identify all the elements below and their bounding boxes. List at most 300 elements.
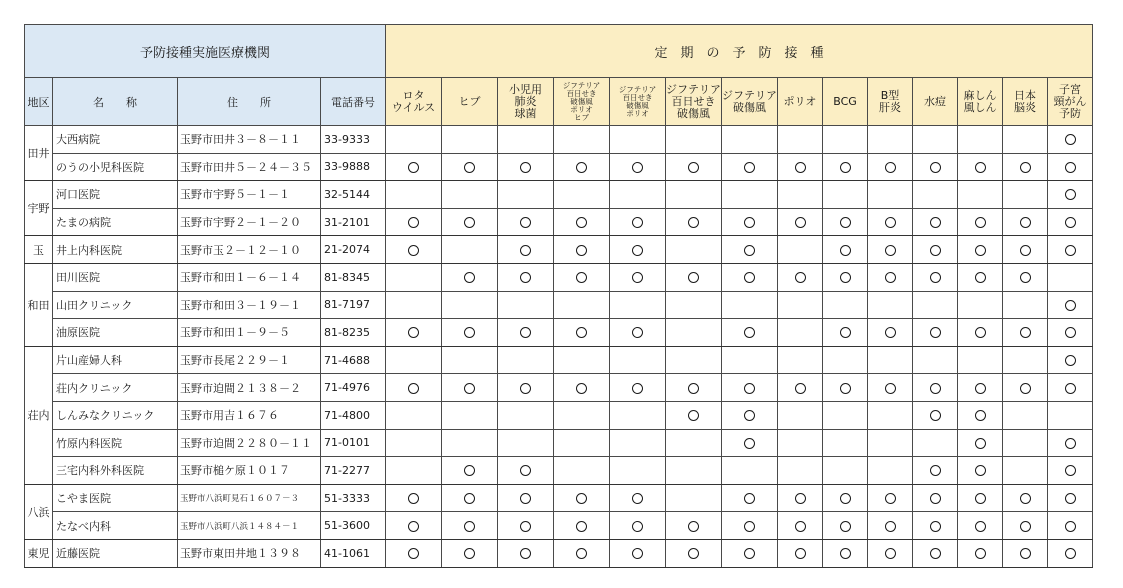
available-mark-icon bbox=[464, 383, 475, 394]
availability-cell bbox=[554, 374, 610, 402]
availability-cell bbox=[913, 236, 958, 264]
availability-cell bbox=[823, 126, 868, 154]
availability-cell bbox=[958, 484, 1003, 512]
table-row bbox=[25, 539, 1093, 567]
institution-address: 玉野市田井５－２４－３５ bbox=[178, 153, 321, 181]
available-mark-icon bbox=[408, 245, 419, 256]
availability-cell bbox=[442, 319, 498, 347]
availability-cell bbox=[554, 346, 610, 374]
available-mark-icon bbox=[408, 383, 419, 394]
availability-cell bbox=[778, 291, 823, 319]
availability-cell bbox=[498, 401, 554, 429]
availability-cell bbox=[778, 319, 823, 347]
available-mark-icon bbox=[930, 410, 941, 421]
available-mark-icon bbox=[1065, 438, 1076, 449]
available-mark-icon bbox=[632, 548, 643, 559]
vaccine-header-4: ジフテリア 百日せき 破傷風 ポリオ bbox=[610, 78, 666, 126]
availability-cell bbox=[722, 208, 778, 236]
table-row bbox=[25, 401, 1093, 429]
availability-cell bbox=[722, 181, 778, 209]
available-mark-icon bbox=[930, 383, 941, 394]
availability-cell bbox=[610, 484, 666, 512]
availability-cell bbox=[610, 374, 666, 402]
availability-cell bbox=[666, 512, 722, 540]
available-mark-icon bbox=[464, 272, 475, 283]
available-mark-icon bbox=[520, 493, 531, 504]
table-row bbox=[25, 126, 1093, 154]
institution-address: 玉野市長尾２２９－１ bbox=[178, 346, 321, 374]
availability-cell bbox=[386, 512, 442, 540]
availability-cell bbox=[958, 319, 1003, 347]
institution-tel: 71-0101 bbox=[321, 429, 386, 457]
availability-cell bbox=[498, 374, 554, 402]
institution-name: 三宅内科外科医院 bbox=[53, 457, 178, 485]
availability-cell bbox=[913, 126, 958, 154]
availability-cell bbox=[913, 181, 958, 209]
available-mark-icon bbox=[576, 217, 587, 228]
available-mark-icon bbox=[795, 272, 806, 283]
institution-name: 山田クリニック bbox=[53, 291, 178, 319]
available-mark-icon bbox=[930, 162, 941, 173]
institution-address: 玉野市迫間２１３８－２ bbox=[178, 374, 321, 402]
availability-cell bbox=[442, 153, 498, 181]
availability-cell bbox=[498, 512, 554, 540]
availability-cell bbox=[554, 291, 610, 319]
vaccine-header-6: ジフテリア 破傷風 bbox=[722, 78, 778, 126]
available-mark-icon bbox=[744, 162, 755, 173]
available-mark-icon bbox=[744, 548, 755, 559]
institution-name: 竹原内科医院 bbox=[53, 429, 178, 457]
availability-cell bbox=[823, 374, 868, 402]
availability-cell bbox=[868, 374, 913, 402]
availability-cell bbox=[913, 457, 958, 485]
available-mark-icon bbox=[1065, 465, 1076, 476]
area-cell: 玉 bbox=[25, 236, 53, 264]
availability-cell bbox=[666, 374, 722, 402]
availability-cell bbox=[1048, 153, 1093, 181]
table-row bbox=[25, 429, 1093, 457]
availability-cell bbox=[666, 484, 722, 512]
institution-address: 玉野市槌ケ原１０１７ bbox=[178, 457, 321, 485]
available-mark-icon bbox=[930, 493, 941, 504]
available-mark-icon bbox=[520, 548, 531, 559]
availability-cell bbox=[386, 539, 442, 567]
table-row bbox=[25, 319, 1093, 347]
availability-cell bbox=[442, 512, 498, 540]
availability-cell bbox=[1048, 346, 1093, 374]
available-mark-icon bbox=[885, 383, 896, 394]
available-mark-icon bbox=[688, 548, 699, 559]
availability-cell bbox=[442, 291, 498, 319]
availability-cell bbox=[913, 208, 958, 236]
available-mark-icon bbox=[930, 465, 941, 476]
availability-cell bbox=[1003, 208, 1048, 236]
institution-name: 片山産婦人科 bbox=[53, 346, 178, 374]
available-mark-icon bbox=[744, 327, 755, 338]
availability-cell bbox=[554, 236, 610, 264]
available-mark-icon bbox=[795, 217, 806, 228]
available-mark-icon bbox=[930, 217, 941, 228]
institution-address: 玉野市宇野２－１－２０ bbox=[178, 208, 321, 236]
availability-cell bbox=[442, 484, 498, 512]
available-mark-icon bbox=[520, 327, 531, 338]
availability-cell bbox=[498, 236, 554, 264]
availability-cell bbox=[868, 126, 913, 154]
area-cell: 東児 bbox=[25, 539, 53, 567]
availability-cell bbox=[386, 374, 442, 402]
availability-cell bbox=[666, 457, 722, 485]
availability-cell bbox=[442, 236, 498, 264]
available-mark-icon bbox=[930, 521, 941, 532]
availability-cell bbox=[610, 208, 666, 236]
column-address: 住 所 bbox=[178, 78, 321, 126]
availability-cell bbox=[868, 291, 913, 319]
available-mark-icon bbox=[520, 217, 531, 228]
available-mark-icon bbox=[744, 383, 755, 394]
availability-cell bbox=[1048, 429, 1093, 457]
table-row bbox=[25, 181, 1093, 209]
availability-cell bbox=[778, 181, 823, 209]
availability-cell bbox=[666, 208, 722, 236]
area-cell: 和田 bbox=[25, 263, 53, 346]
availability-cell bbox=[1048, 512, 1093, 540]
availability-cell bbox=[778, 153, 823, 181]
availability-cell bbox=[386, 153, 442, 181]
availability-cell bbox=[554, 539, 610, 567]
availability-cell bbox=[554, 484, 610, 512]
institution-name: 田川医院 bbox=[53, 263, 178, 291]
availability-cell bbox=[498, 153, 554, 181]
availability-cell bbox=[778, 208, 823, 236]
available-mark-icon bbox=[840, 217, 851, 228]
table-row bbox=[25, 263, 1093, 291]
institution-tel: 41-1061 bbox=[321, 539, 386, 567]
available-mark-icon bbox=[975, 327, 986, 338]
availability-cell bbox=[1003, 153, 1048, 181]
availability-cell bbox=[823, 429, 868, 457]
availability-cell bbox=[1003, 181, 1048, 209]
availability-cell bbox=[610, 539, 666, 567]
institution-name: のうの小児科医院 bbox=[53, 153, 178, 181]
available-mark-icon bbox=[795, 548, 806, 559]
vaccine-header-7: ポリオ bbox=[778, 78, 823, 126]
availability-cell bbox=[442, 457, 498, 485]
institution-tel: 71-4800 bbox=[321, 401, 386, 429]
availability-cell bbox=[386, 208, 442, 236]
vaccination-table-sheet bbox=[24, 24, 1093, 568]
institution-address: 玉野市和田１－６－１４ bbox=[178, 263, 321, 291]
availability-cell bbox=[778, 401, 823, 429]
available-mark-icon bbox=[1020, 493, 1031, 504]
availability-cell bbox=[868, 457, 913, 485]
availability-cell bbox=[610, 319, 666, 347]
availability-cell bbox=[442, 539, 498, 567]
available-mark-icon bbox=[840, 521, 851, 532]
availability-cell bbox=[722, 153, 778, 181]
availability-cell bbox=[610, 512, 666, 540]
available-mark-icon bbox=[1065, 162, 1076, 173]
availability-cell bbox=[722, 457, 778, 485]
institution-address: 玉野市八浜町見石１６０７－３ bbox=[178, 484, 321, 512]
available-mark-icon bbox=[975, 245, 986, 256]
available-mark-icon bbox=[840, 272, 851, 283]
availability-cell bbox=[1048, 208, 1093, 236]
available-mark-icon bbox=[1065, 217, 1076, 228]
column-tel: 電話番号 bbox=[321, 78, 386, 126]
availability-cell bbox=[554, 512, 610, 540]
availability-cell bbox=[823, 291, 868, 319]
available-mark-icon bbox=[840, 245, 851, 256]
availability-cell bbox=[868, 512, 913, 540]
availability-cell bbox=[913, 429, 958, 457]
availability-cell bbox=[1048, 319, 1093, 347]
availability-cell bbox=[442, 181, 498, 209]
available-mark-icon bbox=[576, 548, 587, 559]
available-mark-icon bbox=[1020, 383, 1031, 394]
available-mark-icon bbox=[1020, 162, 1031, 173]
availability-cell bbox=[666, 291, 722, 319]
availability-cell bbox=[913, 153, 958, 181]
institution-address: 玉野市和田３－１９－１ bbox=[178, 291, 321, 319]
availability-cell bbox=[554, 126, 610, 154]
availability-cell bbox=[823, 153, 868, 181]
vaccine-header-3: ジフテリア 百日せき 破傷風 ポリオ ヒブ bbox=[554, 78, 610, 126]
available-mark-icon bbox=[744, 245, 755, 256]
availability-cell bbox=[442, 346, 498, 374]
available-mark-icon bbox=[744, 521, 755, 532]
available-mark-icon bbox=[1020, 245, 1031, 256]
availability-cell bbox=[823, 539, 868, 567]
availability-cell bbox=[868, 181, 913, 209]
availability-cell bbox=[722, 319, 778, 347]
available-mark-icon bbox=[632, 327, 643, 338]
vaccine-header-10: 水痘 bbox=[913, 78, 958, 126]
available-mark-icon bbox=[885, 548, 896, 559]
availability-cell bbox=[498, 291, 554, 319]
institution-address: 玉野市田井３－８－１１ bbox=[178, 126, 321, 154]
available-mark-icon bbox=[744, 217, 755, 228]
availability-cell bbox=[868, 319, 913, 347]
available-mark-icon bbox=[840, 548, 851, 559]
available-mark-icon bbox=[1065, 383, 1076, 394]
available-mark-icon bbox=[885, 493, 896, 504]
table-row bbox=[25, 153, 1093, 181]
institution-tel: 33-9888 bbox=[321, 153, 386, 181]
availability-cell bbox=[823, 208, 868, 236]
availability-cell bbox=[1003, 263, 1048, 291]
availability-cell bbox=[1003, 539, 1048, 567]
availability-cell bbox=[442, 126, 498, 154]
available-mark-icon bbox=[975, 217, 986, 228]
available-mark-icon bbox=[464, 465, 475, 476]
availability-cell bbox=[554, 153, 610, 181]
available-mark-icon bbox=[930, 272, 941, 283]
availability-cell bbox=[823, 236, 868, 264]
availability-cell bbox=[666, 429, 722, 457]
table-row bbox=[25, 291, 1093, 319]
availability-cell bbox=[1048, 291, 1093, 319]
availability-cell bbox=[958, 236, 1003, 264]
availability-cell bbox=[722, 401, 778, 429]
availability-cell bbox=[386, 429, 442, 457]
available-mark-icon bbox=[975, 438, 986, 449]
institution-address: 玉野市玉２－１２－１０ bbox=[178, 236, 321, 264]
availability-cell bbox=[1048, 126, 1093, 154]
available-mark-icon bbox=[885, 162, 896, 173]
availability-cell bbox=[1048, 236, 1093, 264]
availability-cell bbox=[666, 236, 722, 264]
availability-cell bbox=[958, 429, 1003, 457]
available-mark-icon bbox=[1020, 548, 1031, 559]
area-cell: 荘内 bbox=[25, 346, 53, 484]
available-mark-icon bbox=[464, 521, 475, 532]
institution-address: 玉野市迫間２２８０－１１ bbox=[178, 429, 321, 457]
available-mark-icon bbox=[688, 217, 699, 228]
availability-cell bbox=[498, 181, 554, 209]
availability-cell bbox=[823, 512, 868, 540]
available-mark-icon bbox=[795, 493, 806, 504]
availability-cell bbox=[554, 181, 610, 209]
column-area: 地区 bbox=[25, 78, 53, 126]
available-mark-icon bbox=[632, 162, 643, 173]
institution-address: 玉野市宇野５－１－１ bbox=[178, 181, 321, 209]
available-mark-icon bbox=[632, 521, 643, 532]
available-mark-icon bbox=[576, 272, 587, 283]
availability-cell bbox=[778, 539, 823, 567]
availability-cell bbox=[913, 484, 958, 512]
availability-cell bbox=[386, 484, 442, 512]
availability-cell bbox=[610, 236, 666, 264]
availability-cell bbox=[823, 263, 868, 291]
available-mark-icon bbox=[975, 465, 986, 476]
available-mark-icon bbox=[464, 327, 475, 338]
availability-cell bbox=[442, 374, 498, 402]
vaccine-header-1: ヒブ bbox=[442, 78, 498, 126]
availability-cell bbox=[1003, 319, 1048, 347]
institution-tel: 33-9333 bbox=[321, 126, 386, 154]
institution-tel: 51-3333 bbox=[321, 484, 386, 512]
availability-cell bbox=[442, 208, 498, 236]
availability-cell bbox=[958, 263, 1003, 291]
availability-cell bbox=[610, 126, 666, 154]
available-mark-icon bbox=[688, 410, 699, 421]
availability-cell bbox=[958, 126, 1003, 154]
availability-cell bbox=[666, 126, 722, 154]
available-mark-icon bbox=[520, 383, 531, 394]
area-cell: 宇野 bbox=[25, 181, 53, 236]
available-mark-icon bbox=[688, 162, 699, 173]
availability-cell bbox=[823, 181, 868, 209]
availability-cell bbox=[498, 346, 554, 374]
availability-cell bbox=[778, 236, 823, 264]
available-mark-icon bbox=[688, 272, 699, 283]
available-mark-icon bbox=[975, 272, 986, 283]
available-mark-icon bbox=[1065, 355, 1076, 366]
availability-cell bbox=[778, 512, 823, 540]
availability-cell bbox=[868, 208, 913, 236]
available-mark-icon bbox=[1065, 493, 1076, 504]
availability-cell bbox=[868, 236, 913, 264]
available-mark-icon bbox=[930, 327, 941, 338]
available-mark-icon bbox=[975, 410, 986, 421]
availability-cell bbox=[386, 126, 442, 154]
availability-cell bbox=[722, 346, 778, 374]
available-mark-icon bbox=[520, 162, 531, 173]
available-mark-icon bbox=[1065, 521, 1076, 532]
availability-cell bbox=[823, 319, 868, 347]
institution-tel: 81-7197 bbox=[321, 291, 386, 319]
area-cell: 田井 bbox=[25, 126, 53, 181]
available-mark-icon bbox=[632, 383, 643, 394]
available-mark-icon bbox=[688, 521, 699, 532]
availability-cell bbox=[868, 346, 913, 374]
availability-cell bbox=[498, 263, 554, 291]
vaccination-table bbox=[24, 24, 1093, 568]
availability-cell bbox=[498, 429, 554, 457]
availability-cell bbox=[913, 346, 958, 374]
institution-address: 玉野市東田井地１３９８ bbox=[178, 539, 321, 567]
available-mark-icon bbox=[464, 217, 475, 228]
availability-cell bbox=[442, 429, 498, 457]
availability-cell bbox=[778, 263, 823, 291]
available-mark-icon bbox=[408, 493, 419, 504]
available-mark-icon bbox=[885, 217, 896, 228]
available-mark-icon bbox=[576, 162, 587, 173]
available-mark-icon bbox=[744, 272, 755, 283]
availability-cell bbox=[913, 539, 958, 567]
available-mark-icon bbox=[576, 245, 587, 256]
vaccinations-title: 定 期 の 予 防 接 種 bbox=[386, 25, 1093, 78]
institution-address: 玉野市和田１－９－５ bbox=[178, 319, 321, 347]
available-mark-icon bbox=[576, 327, 587, 338]
availability-cell bbox=[958, 374, 1003, 402]
availability-cell bbox=[386, 236, 442, 264]
availability-cell bbox=[722, 374, 778, 402]
available-mark-icon bbox=[1065, 548, 1076, 559]
availability-cell bbox=[722, 429, 778, 457]
availability-cell bbox=[958, 457, 1003, 485]
availability-cell bbox=[722, 512, 778, 540]
available-mark-icon bbox=[520, 245, 531, 256]
institution-name: 荘内クリニック bbox=[53, 374, 178, 402]
availability-cell bbox=[666, 401, 722, 429]
available-mark-icon bbox=[632, 493, 643, 504]
available-mark-icon bbox=[930, 245, 941, 256]
availability-cell bbox=[958, 181, 1003, 209]
institution-name: 井上内科医院 bbox=[53, 236, 178, 264]
available-mark-icon bbox=[408, 548, 419, 559]
availability-cell bbox=[1048, 263, 1093, 291]
available-mark-icon bbox=[885, 245, 896, 256]
availability-cell bbox=[610, 401, 666, 429]
available-mark-icon bbox=[688, 383, 699, 394]
availability-cell bbox=[498, 208, 554, 236]
availability-cell bbox=[386, 291, 442, 319]
availability-cell bbox=[1048, 374, 1093, 402]
institution-name: 油原医院 bbox=[53, 319, 178, 347]
availability-cell bbox=[958, 539, 1003, 567]
availability-cell bbox=[722, 263, 778, 291]
table-row bbox=[25, 346, 1093, 374]
availability-cell bbox=[386, 319, 442, 347]
institution-tel: 51-3600 bbox=[321, 512, 386, 540]
availability-cell bbox=[498, 539, 554, 567]
institution-name: 近藤医院 bbox=[53, 539, 178, 567]
availability-cell bbox=[1003, 236, 1048, 264]
available-mark-icon bbox=[1065, 300, 1076, 311]
vaccine-header-11: 麻しん 風しん bbox=[958, 78, 1003, 126]
available-mark-icon bbox=[576, 521, 587, 532]
